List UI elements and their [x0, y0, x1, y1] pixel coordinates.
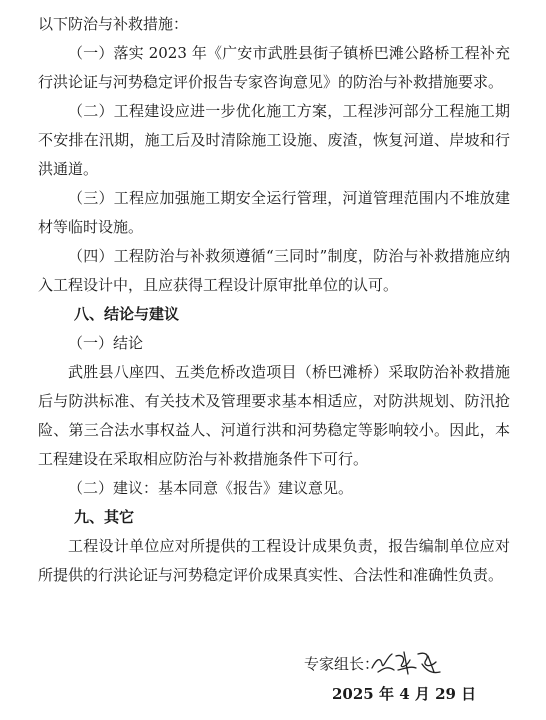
signature-date: 2025 年 4 月 29 日 [332, 685, 477, 703]
signature-label: 专家组长： [304, 655, 380, 673]
handwritten-signature [368, 646, 448, 678]
measure-item-4: （四）工程防治与补救须遵循“三同时”制度，防治与补救措施应纳入工程设计中，且应获得工程设计原审批单位的认可。 [38, 247, 510, 294]
section-9-heading: 九、其它 [74, 508, 135, 526]
measure-item-2: （二）工程建设应进一步优化施工方案，工程涉河部分工程施工期不安排在汛期，施工后及时清除施工设施、废渣，恢复河道、岸坡和行洪通道。 [38, 102, 510, 178]
conclusion-text: 武胜县八座四、五类危桥改造项目（桥巴滩桥）采取防治补救措施后与防洪标准、有关技术及管理要求基本相适应，对防洪规划、防汛抢险、第三合法水事权益人、河道行洪和河势稳定等影响较小。因此，本工程建设在采取相应防治与补救措施条件下可行。 [38, 363, 510, 468]
measure-item-1: （一）落实 2023 年《广安市武胜县街子镇桥巴滩公路桥工程补充行洪论证与河势稳定评价报告专家咨询意见》的防治与补救措施要求。 [38, 44, 510, 91]
conclusion-label: （一）结论 [68, 334, 144, 352]
section-9-text: 工程设计单位应对所提供的工程设计成果负责，报告编制单位应对所提供的行洪论证与河势稳定评价成果真实性、合法性和准确性负责。 [38, 537, 510, 584]
section-8-heading: 八、结论与建议 [74, 305, 180, 323]
measure-item-3: （三）工程应加强施工期安全运行管理，河道管理范围内不堆放建材等临时设施。 [38, 189, 510, 236]
suggestion-text: （二）建议：基本同意《报告》建议意见。 [68, 479, 354, 497]
intro-line: 以下防治与补救措施： [38, 15, 189, 33]
